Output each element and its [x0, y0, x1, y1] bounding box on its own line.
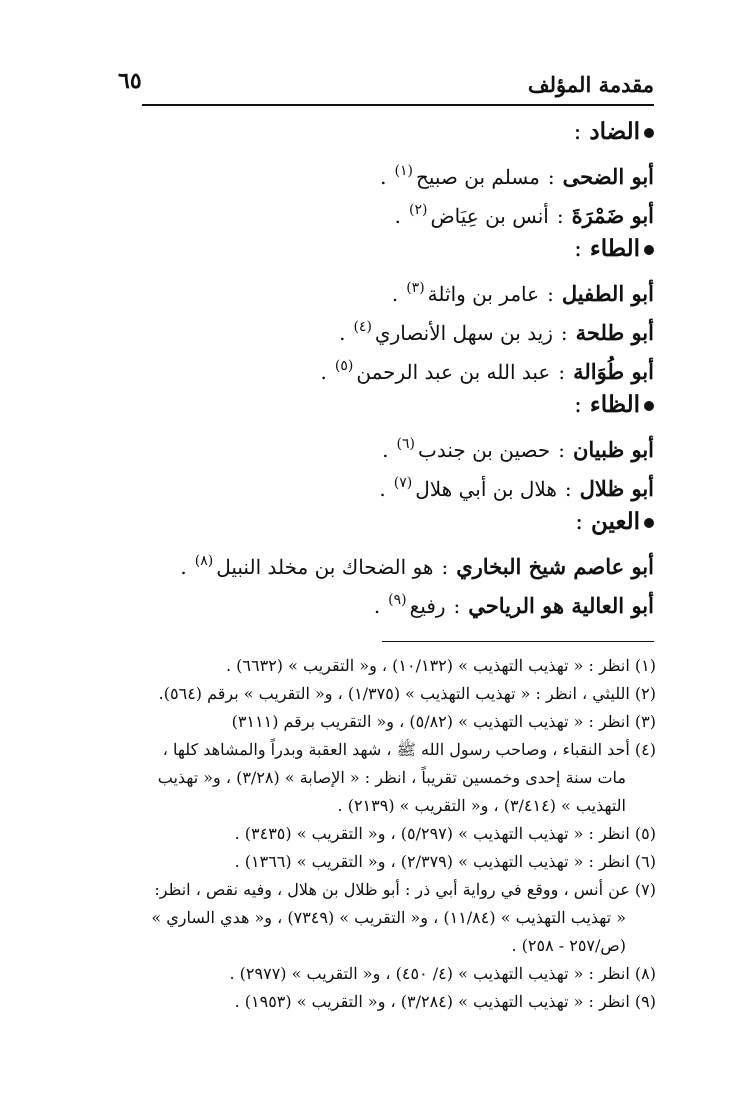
- footnote-line: (٩) انظر : « تهذيب التهذيب » (٣/٢٨٤) ، و« التقريب » (١٩٥٣) .: [234, 992, 656, 1011]
- person-name: زيد بن سهل الأنصاري: [374, 321, 553, 345]
- bullet-icon: [644, 401, 654, 411]
- kunya: أبو الطفيل: [561, 281, 654, 306]
- footnote: [96, 708, 656, 736]
- footnote-line: (١) انظر : « تهذيب التهذيب » (١٠/١٣٢) ، و« التقريب » (٦٦٣٢) .: [225, 656, 656, 675]
- kunya-entry: أبو الضحى:مسلم بن صبيح$^{(١)}$.: [380, 163, 654, 189]
- page-number: ٦٥: [118, 68, 142, 94]
- kunya: أبو ظلال: [579, 476, 654, 501]
- kunya-entry: أبو ضَمْرَةَ:أنس بن عِيَاض$^{(٢)}$.: [394, 202, 654, 228]
- section-label: الطاء: [589, 235, 640, 262]
- footnote-line: (٢) الليثي ، انظر : « تهذيب التهذيب » (١/٣٧٥) ، و« التقريب » برقم (٥٦٤).: [158, 684, 656, 703]
- footnote-ref: (٣): [406, 280, 425, 296]
- person-name: أنس بن عِيَاض: [430, 204, 549, 228]
- person-name: حصين بن جندب: [418, 438, 551, 462]
- footnote: [96, 960, 656, 988]
- footnote-ref: (٩): [388, 592, 407, 608]
- footnote: [96, 848, 656, 876]
- kunya: أبو العالية هو الرياحي: [468, 593, 654, 618]
- running-title: مقدمة المؤلف: [527, 72, 654, 97]
- kunya-list: [94, 116, 654, 623]
- footnote-line: (٥) انظر : « تهذيب التهذيب » (٥/٢٩٧) ، و« التقريب » (٣٤٣٥) .: [234, 824, 656, 843]
- kunya: أبو ظبيان: [572, 437, 654, 462]
- kunya: أبو طُوَالة: [573, 359, 654, 384]
- footnote-ref: (٧): [393, 475, 413, 491]
- footnote-separator: [382, 641, 654, 642]
- kunya: أبو ضَمْرَةَ: [571, 203, 654, 228]
- section-label: العين: [591, 508, 640, 535]
- footnote: [96, 820, 656, 848]
- footnote-line: (٨) انظر : « تهذيب التهذيب » (٤/ ٤٥٠) ، و« التقريب » (٢٩٧٧) .: [229, 964, 656, 983]
- footnote: [96, 652, 656, 680]
- header-rule: [142, 104, 654, 106]
- footnote-line: (٧) عن أنس ، ووقع في رواية أبي ذر : أبو ظلال بن هلال ، وفيه نقص ، انظر:: [154, 880, 656, 899]
- section-label: الظاء: [589, 391, 640, 418]
- kunya-entry: أبو العالية هو الرياحي:رفيع$^{(٩)}$.: [373, 592, 654, 618]
- section-heading: العين:: [94, 506, 654, 545]
- footnote-ref: (٢): [409, 202, 428, 218]
- section-label: الضاد: [589, 118, 640, 145]
- kunya: أبو طلحة: [575, 320, 654, 345]
- footnote-line: مات سنة إحدى وخمسين تقريباً ، انظر : « الإصابة » (٣/٢٨) ، و« تهذيب: [157, 768, 626, 787]
- kunya-entry: أبو الطفيل:عامر بن واثلة$^{(٣)}$.: [391, 280, 654, 306]
- footnote-ref: (١): [394, 163, 413, 179]
- footnote-ref: (٤): [353, 319, 372, 335]
- kunya: أبو عاصم شيخ البخاري: [456, 554, 654, 579]
- kunya: أبو الضحى: [562, 164, 654, 189]
- person-name: عامر بن واثلة: [427, 282, 540, 306]
- footnote-ref: (٦): [396, 436, 415, 452]
- person-name: عبد الله بن عبد الرحمن: [356, 360, 551, 384]
- footnote-ref: (٥): [334, 358, 354, 374]
- footnote-line: (ص/٢٥٧ - ٢٥٨) .: [511, 936, 626, 955]
- footnote: [96, 876, 656, 960]
- section-heading: الضاد:: [94, 116, 654, 155]
- section-heading: الطاء:: [94, 233, 654, 272]
- kunya-entry: أبو طلحة:زيد بن سهل الأنصاري$^{(٤)}$.: [339, 319, 654, 345]
- footnote: [96, 680, 656, 708]
- footnote: [96, 988, 656, 1016]
- bullet-icon: [644, 128, 654, 138]
- person-name: هو الضحاك بن مخلد النبيل: [216, 555, 434, 579]
- bullet-icon: [644, 245, 654, 255]
- person-name: رفيع: [409, 594, 446, 618]
- section-heading: الظاء:: [94, 389, 654, 428]
- footnote-line: (٦) انظر : « تهذيب التهذيب » (٢/٣٧٩) ، و« التقريب » (١٣٦٦) .: [234, 852, 656, 871]
- footnote-line: (٤) أحد النقباء ، وصاحب رسول الله ﷺ ، شهد العقبة وبدراً والمشاهد كلها ،: [162, 740, 656, 759]
- footnotes: [96, 652, 656, 1016]
- kunya-entry: أبو طُوَالة:عبد الله بن عبد الرحمن$^{(٥)}$.: [320, 358, 654, 384]
- footnote-line: (٣) انظر : « تهذيب التهذيب » (٥/٨٢) ، و« التقريب برقم (٣١١١): [231, 712, 656, 731]
- footnote-ref: (٨): [194, 553, 214, 569]
- kunya-entry: أبو عاصم شيخ البخاري:هو الضحاك بن مخلد النبيل$^{(٨)}$.: [180, 553, 654, 579]
- bullet-icon: [644, 518, 654, 528]
- person-name: مسلم بن صبيح: [415, 165, 540, 189]
- person-name: هلال بن أبي هلال: [415, 477, 557, 501]
- page-header: [110, 68, 654, 102]
- kunya-entry: أبو ظبيان:حصين بن جندب$^{(٦)}$.: [382, 436, 654, 462]
- kunya-entry: أبو ظلال:هلال بن أبي هلال$^{(٧)}$.: [379, 475, 654, 501]
- footnote: [96, 736, 656, 820]
- footnote-line: « تهذيب التهذيب » (١١/٨٤) ، و« التقريب » (٧٣٤٩) ، و« هدي الساري »: [151, 908, 626, 927]
- footnote-line: التهذيب » (٣/٤١٤) ، و« التقريب » (٢١٣٩) .: [337, 796, 626, 815]
